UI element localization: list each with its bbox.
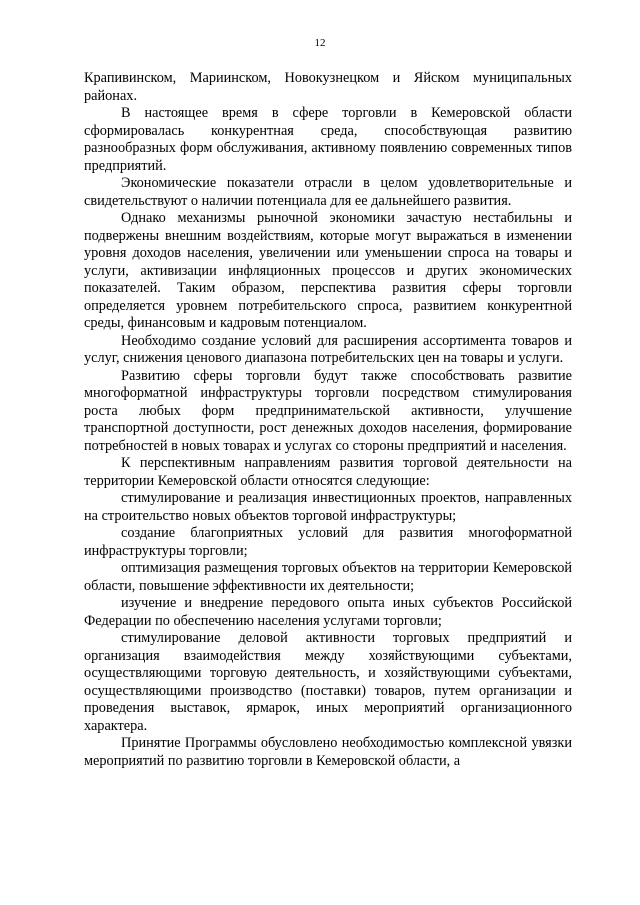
page-number: 12: [314, 37, 326, 49]
paragraph-conditions: Необходимо создание условий для расширения ассортимента товаров и услуг, снижения ценового диапазона потребительских цен на товары и услуги.: [84, 332, 572, 366]
paragraph-market-mechanisms: Однако механизмы рыночной экономики зачастую нестабильны и подвержены внешним воздействиям, которые могут выражаться в изменении уровня доходов населения, увеличении или уменьшении спроса на товары и услуги, активизации инфляционных процессов и других экономических показателей. Таким образом, перспектива развития сферы торговли определяется уровнем потребительского спроса, развитием конкурентной среды, финансовым и кадровым потенциалом.: [84, 210, 572, 331]
list-item-favorable-conditions: создание благоприятных условий для развития многоформатной инфраструктуры торговли;: [84, 525, 572, 559]
paragraph-trade-sphere: В настоящее время в сфере торговли в Кемеровской области сформировалась конкурентная среда, способствующая развитию разнообразных форм обслуживания, активному появлению современных типов предприятий.: [84, 105, 572, 174]
list-item-optimization: оптимизация размещения торговых объектов на территории Кемеровской области, повышение эффективности их деятельности;: [84, 560, 572, 594]
document-body: [84, 70, 572, 770]
paragraph-economic-indicators: Экономические показатели отрасли в целом удовлетворительные и свидетельствуют о наличии потенциала для ее дальнейшего развития.: [84, 175, 572, 209]
paragraph-infrastructure: Развитию сферы торговли будут также способствовать развитие многоформатной инфраструктуры торговли посредством стимулирования роста любых форм предпринимательской активности, улучшение транспортной доступности, рост денежных доходов населения, формирование потребностей в новых товарах и услугах со стороны предприятий и населения.: [84, 367, 572, 454]
list-item-best-practices: изучение и внедрение передового опыта иных субъектов Российской Федерации по обеспечению населения услугами торговли;: [84, 595, 572, 629]
paragraph-directions-intro: К перспективным направлениям развития торговой деятельности на территории Кемеровской области относятся следующие:: [84, 455, 572, 489]
list-item-investment: стимулирование и реализация инвестиционных проектов, направленных на строительство новых объектов торговой инфраструктуры;: [84, 490, 572, 524]
paragraph-continuation: Крапивинском, Мариинском, Новокузнецком и Яйском муниципальных районах.: [84, 70, 572, 104]
paragraph-program-adoption: Принятие Программы обусловлено необходимостью комплексной увязки мероприятий по развитию торговли в Кемеровской области, а: [84, 735, 572, 769]
list-item-business-activity: стимулирование деловой активности торговых предприятий и организация взаимодействия между хозяйствующими субъектами, осуществляющими торговую деятельность, и хозяйствующими субъектами, осуществляющими производство (поставки) товаров, путем организации и проведения выставок, ярмарок, иных мероприятий организационного характера.: [84, 630, 572, 734]
